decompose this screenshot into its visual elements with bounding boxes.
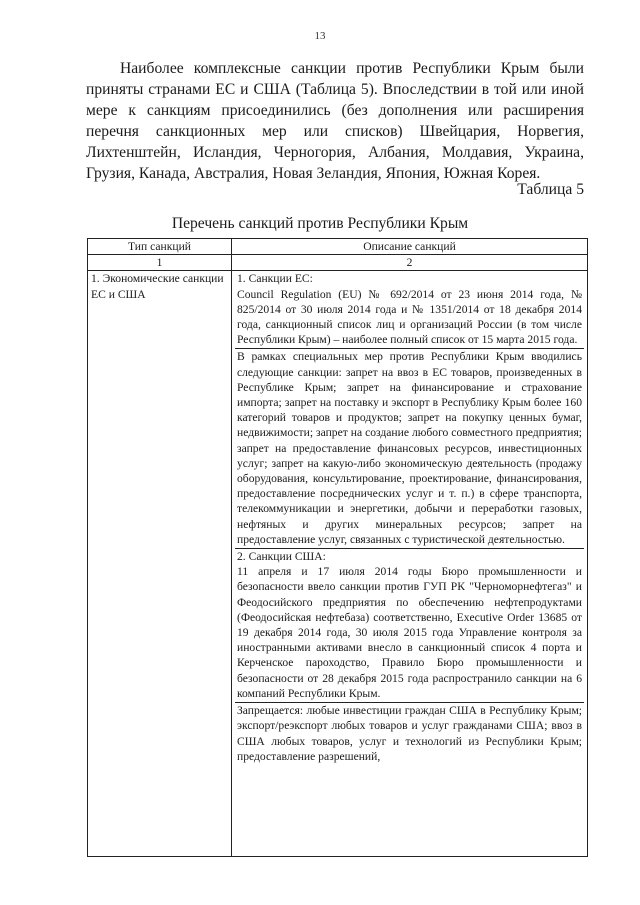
table-row bbox=[88, 271, 588, 857]
sanction-description-cell bbox=[232, 271, 588, 857]
table-caption: Перечень санкций против Республики Крым bbox=[171, 215, 469, 232]
eu-sanctions-heading: 1. Санкции ЕС: bbox=[237, 272, 313, 286]
eu-regulations-text: Council Regulation (EU) № 692/2014 от 23 июня 2014 года, № 825/2014 от 30 июля 2014 года и № 1351/2014 от 18 декабря 2014 года, санкционный список лиц и организаций России (в том числе Республики Крым) – наиболее полный список от 15 марта 2015 года. bbox=[237, 287, 582, 347]
sanction-type-cell: 1. Экономические санкции ЕС и США bbox=[88, 271, 232, 857]
column-number-1: 1 bbox=[88, 255, 232, 271]
column-number-row bbox=[88, 255, 588, 271]
us-prohibitions-block bbox=[235, 703, 584, 765]
intro-paragraph: Наиболее комплексные санкции против Республики Крым были приняты странами ЕС и США (Таблица 5). Впоследствии в той или иной мере к санкциям присоединились (без дополнения или расширения перечня санкционных мер или списков) Швейцария, Норвегия, Лихтенштейн, Исландия, Черногория, Албания, Молдавия, Украина, Грузия, Канада, Австралия, Новая Зеландия, Япония, Южная Корея. bbox=[86, 60, 584, 182]
header-sanction-description: Описание санкций bbox=[232, 239, 588, 255]
us-regulations-text: 11 апреля и 17 июля 2014 годы Бюро промышленности и безопасности ввело санкции против ГУП РК "Черноморнефтегаз" и Феодосийского предприятия по обеспечению нефтепродуктами (Феодосийская нефтебаза) соответственно, Executive Order 13685 от 19 декабря 2014 года, 30 июля 2015 года Управление контроля за иностранными активами внесло в санкционный список 4 порта и Керченское пароходство, Правило Бюро промышленности и безопасности от 28 декабря 2015 года распространило санкции на 6 компаний Республики Крым. bbox=[237, 565, 582, 700]
eu-measures-block bbox=[235, 349, 584, 549]
column-number-2: 2 bbox=[232, 255, 588, 271]
header-sanction-type: Тип санкций bbox=[88, 239, 232, 255]
table-number-label: Таблица 5 bbox=[517, 181, 584, 198]
eu-sanctions-block bbox=[235, 271, 584, 349]
us-sanctions-heading: 2. Санкции США: bbox=[237, 550, 326, 564]
eu-measures-text: В рамках специальных мер против Республики Крым вводились следующие санкции: запрет на ввоз в ЕС товаров, произведенных в Республике Крым; запрет на финансирование и страхование импорта; запрет на поставку и экспорт в Республику Крым более 160 категорий товаров и продуктов; запрет на покупку ценных бумаг, недвижимости; запрет на создание любого совместного предприятия; запрет на предоставление финансовых ресурсов, инвестиционных услуг; запрет на какую-либо экономическую деятельность (продажу оборудования, консультирование, проектирование, финансирования, предоставление посреднических услуг и т. п.) в сфере транспорта, телекоммуникации и энергетики, добычи и переработки газовых, нефтяных и других минеральных ресурсов; запрет на предоставление услуг, связанных с туристической деятельностью. bbox=[237, 350, 582, 546]
us-prohibitions-text: Запрещается: любые инвестиции граждан США в Республику Крым; экспорт/реэкспорт любых товаров и услуг гражданами США; ввоз в США любых товаров, услуг и технологий из Республики Крым; предоставление разрешений, bbox=[237, 704, 582, 763]
sanctions-table bbox=[87, 238, 588, 857]
page-number: 13 bbox=[314, 30, 326, 42]
table-header-row bbox=[88, 239, 588, 255]
us-sanctions-block bbox=[235, 549, 584, 703]
